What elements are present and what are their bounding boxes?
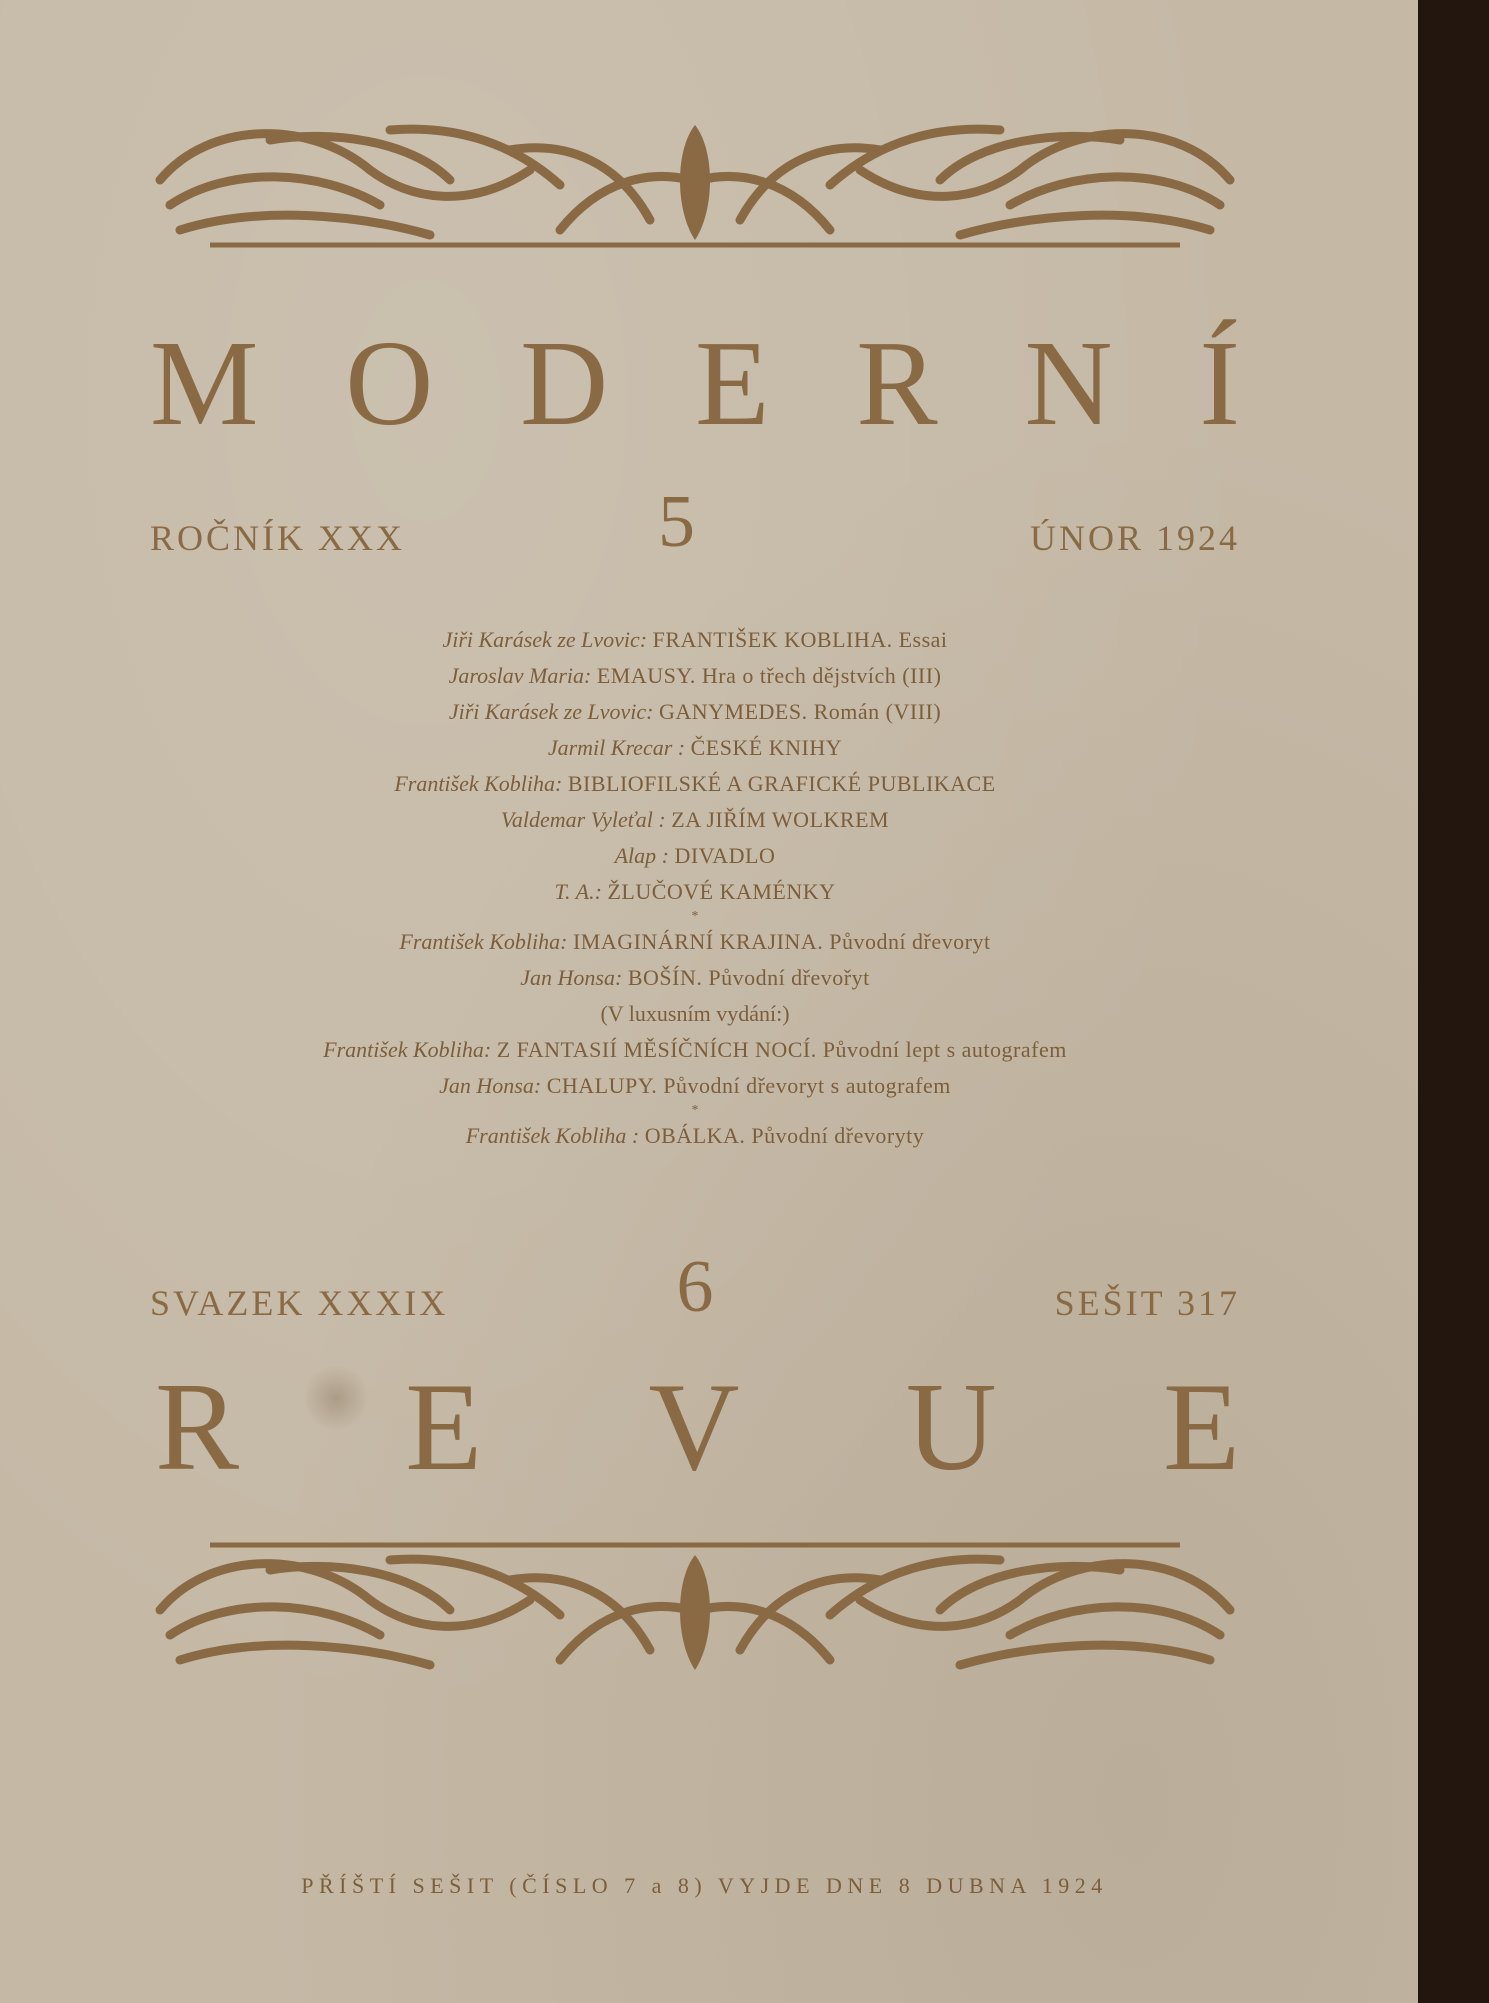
luxury-entry xyxy=(150,1032,1240,1068)
toc-author: Jan Honsa: xyxy=(439,1073,542,1098)
toc-title: DIVADLO xyxy=(674,843,776,868)
cover-credit xyxy=(150,1118,1240,1154)
toc-title: FRANTIŠEK KOBLIHA. Essai xyxy=(652,627,948,652)
issue-date: ÚNOR 1924 xyxy=(1029,518,1240,558)
toc-entry xyxy=(150,766,1240,802)
toc-author: František Kobliha: xyxy=(394,771,563,796)
issue-number: 6 xyxy=(676,1246,714,1328)
toc-title: GANYMEDES. Román (VIII) xyxy=(658,699,942,724)
masthead-letter: U xyxy=(905,1358,997,1497)
masthead-revue xyxy=(155,1358,1240,1497)
toc-author: František Kobliha: xyxy=(323,1037,492,1062)
masthead-moderni xyxy=(150,316,1240,451)
masthead-letter: E xyxy=(695,316,770,451)
volume-label: SVAZEK XXXIX xyxy=(150,1283,449,1323)
toc-entry xyxy=(150,730,1240,766)
masthead-letter: E xyxy=(1163,1358,1240,1497)
masthead-letter: M xyxy=(150,316,259,451)
masthead-letter: R xyxy=(155,1358,240,1497)
illustration-entry xyxy=(150,960,1240,996)
toc-title: BIBLIOFILSKÉ A GRAFICKÉ PUBLIKACE xyxy=(567,771,996,796)
luxury-edition-note: (V luxusním vydání:) xyxy=(600,1001,790,1026)
toc-author: T. A.: xyxy=(554,879,602,904)
toc-author: František Kobliha : xyxy=(465,1123,640,1148)
toc-title: IMAGINÁRNÍ KRAJINA. Původní dřevoryt xyxy=(572,929,991,954)
illustration-entry xyxy=(150,924,1240,960)
toc-title: CHALUPY. Původní dřevoryt s autografem xyxy=(546,1073,951,1098)
scan-background xyxy=(1420,0,1489,2003)
masthead-letter: Í xyxy=(1199,316,1240,451)
toc-author: Jan Honsa: xyxy=(520,965,623,990)
toc-author: Alap : xyxy=(614,843,669,868)
masthead-letter: E xyxy=(405,1358,483,1497)
toc-author: Jaroslav Maria: xyxy=(448,663,592,688)
toc-title: ČESKÉ KNIHY xyxy=(690,735,843,760)
toc-entry xyxy=(150,802,1240,838)
toc-entry xyxy=(150,694,1240,730)
toc-title: EMAUSY. Hra o třech dějstvích (III) xyxy=(596,663,942,688)
masthead-letter: O xyxy=(345,316,434,451)
separator-star: * xyxy=(691,1103,699,1118)
toc-title: ZA JIŘÍM WOLKREM xyxy=(671,807,890,832)
table-of-contents xyxy=(150,622,1240,1154)
toc-author: Valdemar Vyleťal : xyxy=(500,807,666,832)
leaf-ornament-bottom-icon xyxy=(150,1540,1240,1680)
toc-title: Z FANTASIÍ MĚSÍČNÍCH NOCÍ. Původní lept s autografem xyxy=(496,1037,1067,1062)
volume-row xyxy=(150,481,1240,565)
toc-author: Jiři Karásek ze Lvovic: xyxy=(448,699,654,724)
toc-entry xyxy=(150,658,1240,694)
leaf-ornament-top-icon xyxy=(150,110,1240,250)
issue-row xyxy=(150,1246,1240,1330)
separator-star: * xyxy=(691,909,699,924)
masthead-letter: D xyxy=(520,316,609,451)
volume-label: ROČNÍK XXX xyxy=(150,518,405,558)
masthead-letter: V xyxy=(648,1358,740,1497)
toc-entry xyxy=(150,874,1240,910)
toc-author: Jarmil Krecar : xyxy=(547,735,686,760)
toc-author: Jiři Karásek ze Lvovic: xyxy=(442,627,648,652)
issue-number: 5 xyxy=(658,481,695,563)
toc-title: BOŠÍN. Původní dřevořyt xyxy=(627,965,870,990)
issue-label: SEŠIT 317 xyxy=(1054,1283,1240,1323)
toc-title: ŽLUČOVÉ KAMÉNKY xyxy=(607,879,836,904)
toc-entry xyxy=(150,838,1240,874)
luxury-entry xyxy=(150,1068,1240,1104)
masthead-letter: N xyxy=(1024,316,1113,451)
next-issue-note: PŘÍŠTÍ SEŠIT (ČÍSLO 7 a 8) VYJDE DNE 8 DUBNA 1924 xyxy=(301,1873,1108,1898)
toc-entry xyxy=(150,622,1240,658)
toc-author: František Kobliha: xyxy=(399,929,568,954)
masthead-letter: R xyxy=(856,316,938,451)
toc-title: OBÁLKA. Původní dřevoryty xyxy=(644,1123,925,1148)
